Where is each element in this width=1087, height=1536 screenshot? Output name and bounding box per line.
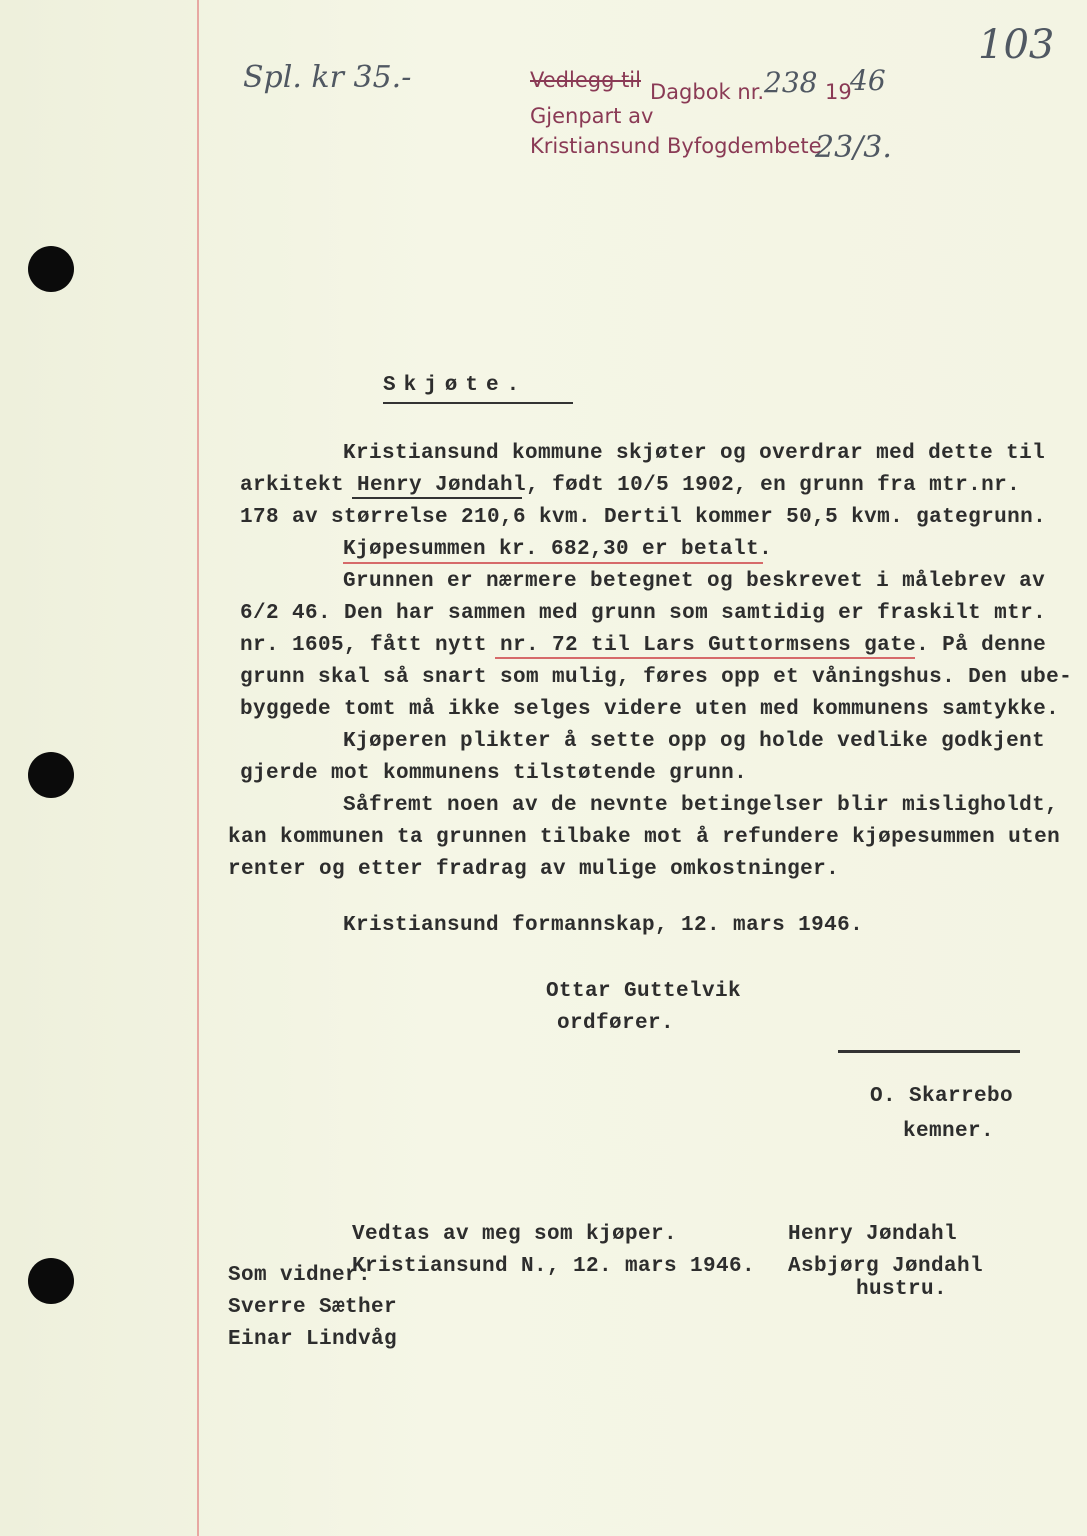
place-date: Kristiansund formannskap, 12. mars 1946. bbox=[343, 914, 864, 937]
title-underline bbox=[383, 402, 573, 404]
body-line-9: byggede tomt må ikke selges videre uten med kommunens samtykke. bbox=[240, 698, 1060, 721]
buyer-name-underline bbox=[352, 497, 522, 499]
body-line-2 bbox=[240, 474, 1020, 497]
stamp-dagbok-number: 238 bbox=[764, 66, 818, 99]
body-line-2a: arkitekt bbox=[240, 474, 358, 497]
stamp-gjenpart: Gjenpart av bbox=[530, 104, 654, 128]
signer1-title: ordfører. bbox=[557, 1012, 675, 1035]
body-line-12: Såfremt noen av de nevnte betingelser blir misligholdt, bbox=[343, 794, 1059, 817]
document-title: Skjøte. bbox=[383, 374, 528, 397]
stamp-year: 46 bbox=[850, 64, 886, 97]
margin-note: Spl. kr 35.- bbox=[243, 60, 412, 95]
body-line-13: kan kommunen ta grunnen tilbake mot å refundere kjøpesummen uten bbox=[228, 826, 1061, 849]
punch-hole-middle bbox=[28, 752, 74, 798]
body-line-8: grunn skal så snart som mulig, føres opp et våningshus. Den ube- bbox=[240, 666, 1073, 689]
signer2-title: kemner. bbox=[903, 1120, 995, 1143]
punch-hole-top bbox=[28, 246, 74, 292]
address-inline: nr. 72 til Lars Guttormsens gate. bbox=[500, 634, 930, 657]
witnesses-label: Som vidner: bbox=[228, 1264, 372, 1287]
witness-1: Sverre Sæther bbox=[228, 1296, 398, 1319]
stamp-date: 23/3. bbox=[815, 130, 892, 165]
punch-hole-bottom bbox=[28, 1258, 74, 1304]
purchase-price-underline bbox=[343, 562, 763, 564]
signer2-name: O. Skarrebo bbox=[870, 1085, 1014, 1108]
body-line-10: Kjøperen plikter å sette opp og holde vedlike godkjent bbox=[343, 730, 1046, 753]
address-underline bbox=[495, 657, 915, 659]
body-line-3: 178 av størrelse 210,6 kvm. Dertil kommer 50,5 kvm. gategrunn. bbox=[240, 506, 1047, 529]
body-line-2b: , født 10/5 1902, en grunn fra mtr.nr. bbox=[526, 474, 1021, 497]
body-line-7 bbox=[240, 634, 1046, 657]
stamp-dagbok-label: Dagbok nr. bbox=[650, 80, 765, 104]
margin-line bbox=[197, 0, 199, 1536]
acceptance-line-1: Vedtas av meg som kjøper. bbox=[352, 1223, 678, 1246]
stamp-office: Kristiansund Byfogdembete bbox=[530, 134, 822, 158]
stamp-struck-text: Vedlegg til bbox=[530, 68, 641, 92]
signature-line bbox=[838, 1050, 1020, 1053]
buyer2-name: Asbjørg Jøndahl bbox=[788, 1255, 984, 1278]
buyer1-name: Henry Jøndahl bbox=[788, 1223, 958, 1246]
body-line-7b: På denne bbox=[929, 634, 1047, 657]
acceptance-line-2: Kristiansund N., 12. mars 1946. bbox=[352, 1255, 756, 1278]
body-line-5: Grunnen er nærmere betegnet og beskrevet i målebrev av bbox=[343, 570, 1046, 593]
body-line-1: Kristiansund kommune skjøter og overdrar med dette til bbox=[343, 442, 1046, 465]
body-line-6: 6/2 46. Den har sammen med grunn som samtidig er fraskilt mtr. bbox=[240, 602, 1047, 625]
page-number: 103 bbox=[978, 22, 1055, 68]
signer1-name: Ottar Guttelvik bbox=[546, 980, 742, 1003]
witness-2: Einar Lindvåg bbox=[228, 1328, 398, 1351]
body-line-11: gjerde mot kommunens tilstøtende grunn. bbox=[240, 762, 748, 785]
buyer-name-inline: Henry Jøndahl bbox=[357, 474, 527, 497]
stamp-year-prefix: 19 bbox=[825, 80, 852, 104]
body-line-7a: nr. 1605, fått nytt bbox=[240, 634, 501, 657]
buyer2-title: hustru. bbox=[856, 1278, 948, 1301]
body-line-14: renter og etter fradrag av mulige omkostninger. bbox=[228, 858, 840, 881]
purchase-price-line: Kjøpesummen kr. 682,30 er betalt. bbox=[343, 538, 773, 561]
